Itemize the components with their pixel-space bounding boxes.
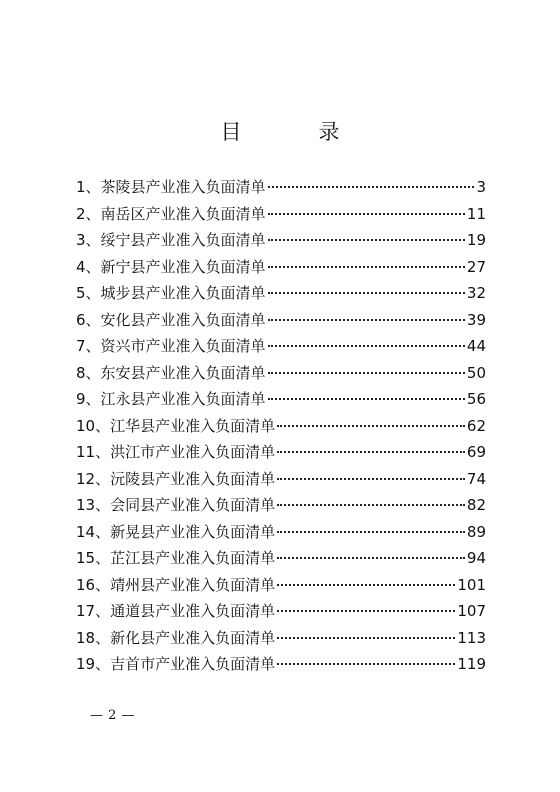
toc-entry-number: 16、 bbox=[76, 575, 111, 594]
toc-entry-number: 5、 bbox=[76, 284, 101, 302]
toc-entry-number: 7、 bbox=[76, 337, 101, 355]
toc-entry-page-number: 113 bbox=[457, 628, 486, 647]
toc-leader-dots bbox=[277, 663, 455, 665]
toc-entry-page-number: 101 bbox=[457, 575, 486, 594]
toc-entry-number: 12、 bbox=[76, 469, 111, 488]
toc-entry-page-number: 69 bbox=[466, 443, 486, 461]
toc-entry[interactable] bbox=[76, 280, 486, 307]
toc-entry-page-number: 27 bbox=[466, 257, 486, 276]
toc-leader-dots bbox=[268, 239, 465, 241]
toc-entry-number: 6、 bbox=[76, 310, 101, 329]
page-title: 目 录 bbox=[220, 120, 368, 144]
toc-entry[interactable] bbox=[76, 598, 486, 625]
toc-entry-title: 芷江县产业准入负面清单 bbox=[110, 549, 276, 567]
toc-entry[interactable] bbox=[76, 466, 486, 493]
toc-entry[interactable] bbox=[76, 492, 486, 519]
toc-entry[interactable] bbox=[76, 545, 486, 572]
toc-entry[interactable] bbox=[76, 413, 486, 440]
toc-entry-number: 17、 bbox=[76, 602, 111, 620]
toc-entry-number: 4、 bbox=[76, 257, 101, 276]
toc-entry[interactable] bbox=[76, 254, 486, 281]
toc-leader-dots bbox=[277, 478, 465, 480]
toc-entry-number: 19、 bbox=[76, 655, 111, 673]
toc-entry-title: 新宁县产业准入负面清单 bbox=[100, 257, 266, 276]
toc-leader-dots bbox=[268, 292, 465, 294]
toc-leader-dots bbox=[277, 584, 455, 586]
toc-entry[interactable] bbox=[76, 519, 486, 546]
toc-leader-dots bbox=[268, 345, 465, 347]
toc-entry-title: 靖州县产业准入负面清单 bbox=[110, 575, 276, 594]
toc-entry[interactable] bbox=[76, 386, 486, 413]
toc-entry-title: 会同县产业准入负面清单 bbox=[110, 496, 276, 514]
toc-entry-title: 通道县产业准入负面清单 bbox=[110, 602, 276, 620]
toc-leader-dots bbox=[277, 531, 465, 533]
toc-entry-title: 绥宁县产业准入负面清单 bbox=[100, 231, 266, 249]
toc-entry-page-number: 44 bbox=[466, 337, 486, 355]
toc-leader-dots bbox=[277, 451, 465, 453]
toc-leader-dots bbox=[268, 186, 475, 188]
toc-leader-dots bbox=[268, 319, 465, 321]
toc-entry-title: 吉首市产业准入负面清单 bbox=[110, 655, 276, 673]
toc-entry-title: 江永县产业准入负面清单 bbox=[100, 390, 266, 408]
toc-entry-number: 8、 bbox=[76, 363, 101, 382]
toc-entry[interactable] bbox=[76, 439, 486, 466]
toc-entry-title: 新晃县产业准入负面清单 bbox=[110, 522, 276, 541]
toc-entry-number: 13、 bbox=[76, 496, 111, 514]
toc-entry-number: 2、 bbox=[76, 204, 101, 223]
toc-entry-title: 新化县产业准入负面清单 bbox=[110, 628, 276, 647]
toc-entry-title: 安化县产业准入负面清单 bbox=[100, 310, 266, 329]
toc-entry[interactable] bbox=[76, 227, 486, 254]
toc-entry-title: 资兴市产业准入负面清单 bbox=[100, 337, 266, 355]
toc-entry-title: 茶陵县产业准入负面清单 bbox=[100, 178, 266, 196]
toc-leader-dots bbox=[277, 425, 465, 427]
toc-entry-page-number: 32 bbox=[466, 284, 486, 302]
toc-leader-dots bbox=[277, 637, 455, 639]
toc-entry-page-number: 3 bbox=[476, 178, 486, 196]
toc-entry-page-number: 74 bbox=[466, 469, 486, 488]
toc-entry-number: 9、 bbox=[76, 390, 101, 408]
toc-entry[interactable] bbox=[76, 651, 486, 678]
toc-entry-number: 18、 bbox=[76, 628, 111, 647]
toc-entry-page-number: 119 bbox=[457, 655, 486, 673]
toc-entry-number: 1、 bbox=[76, 178, 101, 196]
toc-leader-dots bbox=[268, 398, 465, 400]
toc-entry[interactable] bbox=[76, 625, 486, 652]
toc-entry-title: 江华县产业准入负面清单 bbox=[110, 416, 276, 435]
toc-entry-title: 南岳区产业准入负面清单 bbox=[100, 204, 266, 223]
toc-entry-page-number: 39 bbox=[466, 310, 486, 329]
table-of-contents bbox=[76, 174, 486, 678]
toc-entry[interactable] bbox=[76, 201, 486, 228]
toc-entry-page-number: 62 bbox=[466, 416, 486, 435]
toc-entry-number: 14、 bbox=[76, 522, 111, 541]
toc-entry-number: 11、 bbox=[76, 443, 111, 461]
toc-leader-dots bbox=[277, 610, 455, 612]
toc-entry-page-number: 19 bbox=[466, 231, 486, 249]
toc-entry-number: 3、 bbox=[76, 231, 101, 249]
toc-entry-title: 洪江市产业准入负面清单 bbox=[110, 443, 276, 461]
toc-entry-title: 沅陵县产业准入负面清单 bbox=[110, 469, 276, 488]
toc-leader-dots bbox=[268, 266, 465, 268]
toc-entry[interactable] bbox=[76, 572, 486, 599]
toc-entry-page-number: 50 bbox=[466, 363, 486, 382]
toc-entry-number: 10、 bbox=[76, 416, 111, 435]
toc-entry[interactable] bbox=[76, 333, 486, 360]
toc-leader-dots bbox=[277, 504, 465, 506]
toc-entry-title: 东安县产业准入负面清单 bbox=[100, 363, 266, 382]
toc-entry[interactable] bbox=[76, 360, 486, 387]
toc-entry-page-number: 94 bbox=[466, 549, 486, 567]
toc-leader-dots bbox=[268, 372, 465, 374]
toc-entry-title: 城步县产业准入负面清单 bbox=[100, 284, 266, 302]
toc-entry[interactable] bbox=[76, 174, 486, 201]
toc-entry-number: 15、 bbox=[76, 549, 111, 567]
toc-entry[interactable] bbox=[76, 307, 486, 334]
toc-entry-page-number: 107 bbox=[457, 602, 486, 620]
toc-entry-page-number: 56 bbox=[466, 390, 486, 408]
toc-leader-dots bbox=[268, 213, 465, 215]
toc-leader-dots bbox=[277, 557, 465, 559]
page-number-footer: — 2 — bbox=[90, 708, 136, 723]
toc-entry-page-number: 89 bbox=[466, 522, 486, 541]
toc-entry-page-number: 82 bbox=[466, 496, 486, 514]
toc-entry-page-number: 11 bbox=[466, 204, 486, 223]
